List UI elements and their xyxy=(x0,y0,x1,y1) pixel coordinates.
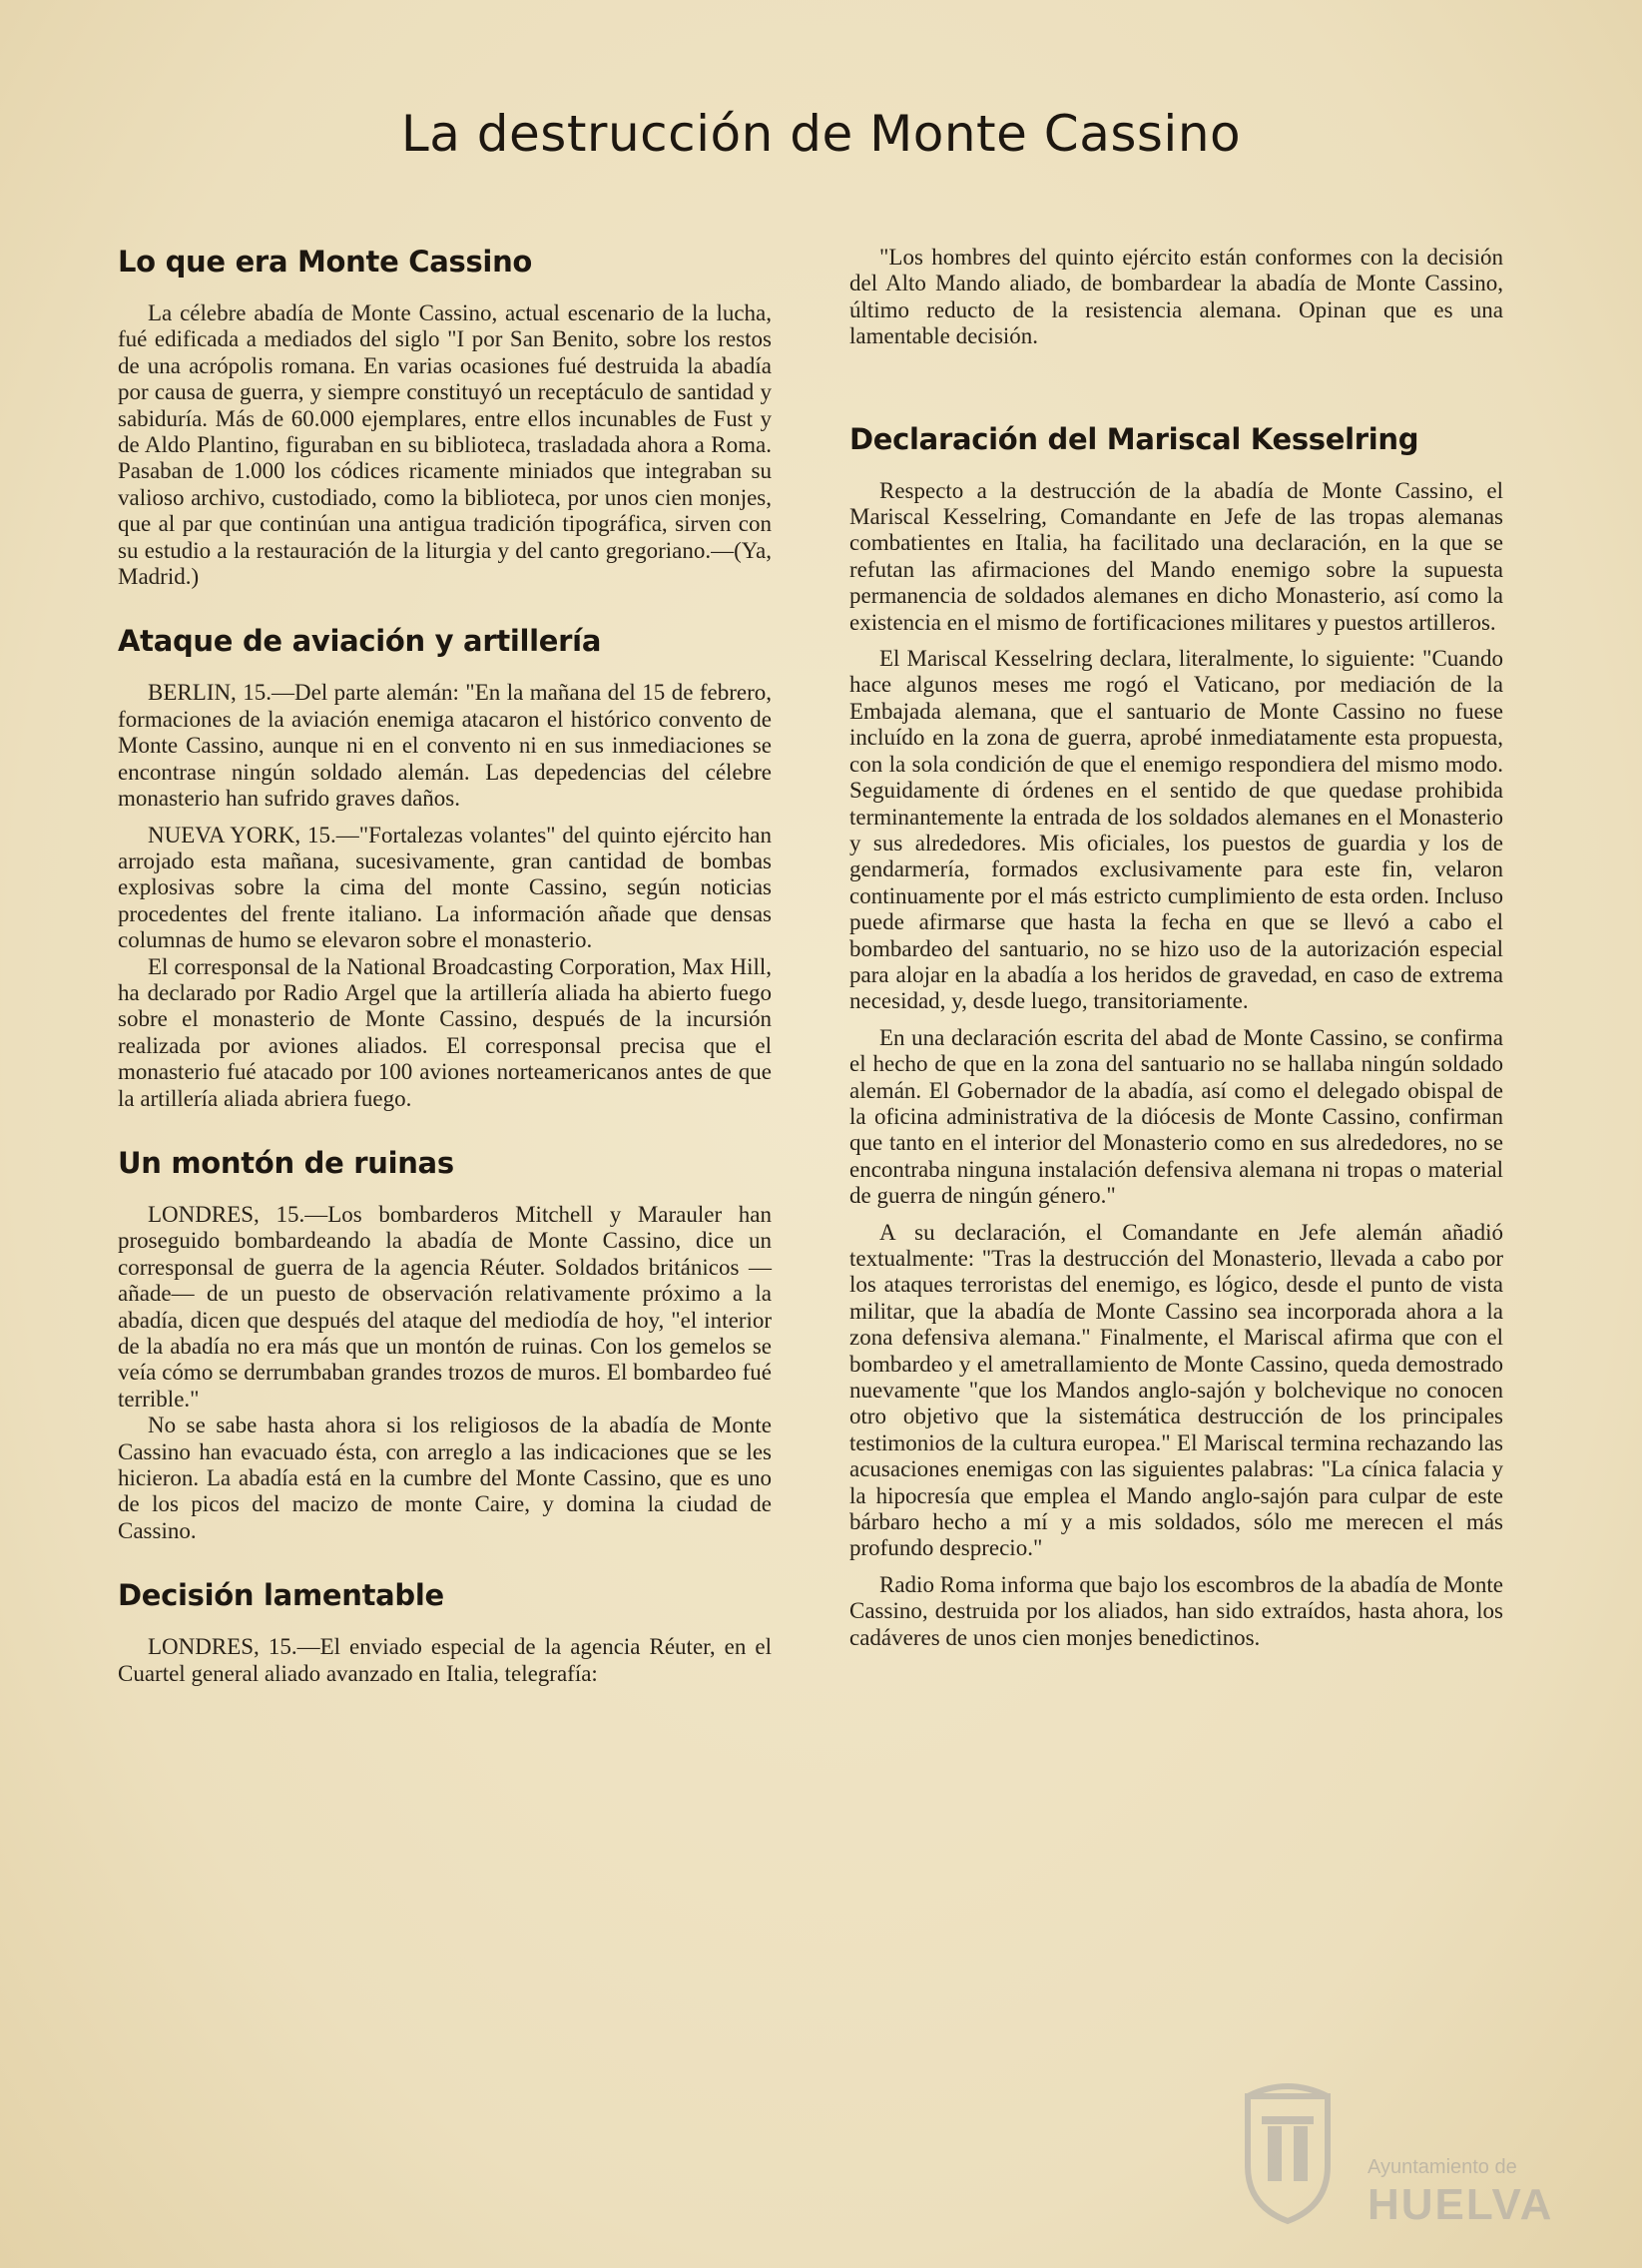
paragraph: LONDRES, 15.—Los bombarderos Mitchell y Marauler han proseguido bombardeando la abadía de Monte Cassino, dice un corresponsal de guerra de la agencia Réuter. Soldados británicos —añade— de un puesto de observación relativamente próximo a la abadía, dicen que después del ataque del mediodía de hoy, "el interior de la abadía no era más que un montón de ruinas. Con los gemelos se veía cómo se derrumbaban grandes trozos de muros. El bombardeo fué terrible." xyxy=(118,1201,772,1412)
section-heading: Declaración del Mariscal Kesselring xyxy=(849,421,1419,456)
paragraph: No se sabe hasta ahora si los religiosos de la abadía de Monte Cassino han evacuado ésta, con arreglo a las indicaciones que se les hicieron. La abadía está en la cumbre del Monte Cassino, que es uno de los picos del macizo de monte Caire, y domina la ciudad de Cassino. xyxy=(118,1413,772,1543)
watermark-text: HUELVA xyxy=(1368,2180,1554,2229)
watermark-text: Ayuntamiento de xyxy=(1368,2156,1517,2178)
watermark-logo xyxy=(1228,2076,1567,2246)
paragraph: Respecto a la destrucción de la abadía de Monte Cassino, el Mariscal Kesselring, Comandante en Jefe de las tropas alemanas combatientes en Italia, ha facilitado una declaración, en la que se refutan las afirmaciones del Mando enemigo sobre la supuesta permanencia de soldados alemanes en dicho Monasterio, así como la existencia en el mismo de fortificaciones militares y puestos artilleros. xyxy=(849,477,1503,635)
paragraph: BERLIN, 15.—Del parte alemán: "En la mañana del 15 de febrero, formaciones de la aviación enemiga atacaron el histórico convento de Monte Cassino, aunque ni en el convento ni en sus inmediaciones se encontrase ningún soldado alemán. Las depedencias del célebre monasterio han sufrido graves daños. xyxy=(118,680,772,812)
paragraph: El corresponsal de la National Broadcasting Corporation, Max Hill, ha declarado por Radio Argel que la artillería aliada ha abierto fuego sobre el monasterio de Monte Cassino, después de la incursión realizada por aviones aliados. El corresponsal precisa que el monasterio fué atacado por 100 aviones norteamericanos antes de que la artillería aliada abriera fuego. xyxy=(118,953,772,1111)
paragraph: Radio Roma informa que bajo los escombros de la abadía de Monte Cassino, destruida por los aliados, han sido extraídos, hasta ahora, los cadáveres de unos cien monjes benedictinos. xyxy=(849,1571,1503,1650)
section-heading: Un montón de ruinas xyxy=(118,1145,454,1180)
page-title: La destrucción de Monte Cassino xyxy=(400,105,1242,163)
section-heading: Decisión lamentable xyxy=(118,1578,444,1613)
paragraph: La célebre abadía de Monte Cassino, actual escenario de la lucha, fué edificada a mediados del siglo "I por San Benito, sobre los restos de una acrópolis romana. En varias ocasiones fué destruida la abadía por causa de guerra, y siempre constituyó un receptáculo de santidad y sabiduría. Más de 60.000 ejemplares, entre ellos incunables de Fust y de Aldo Plantino, figuraban en su biblioteca, trasladada ahora a Roma. Pasaban de 1.000 los códices ricamente miniados que integraban su valioso archivo, custodiado, como la biblioteca, por unos cien monjes, que al par que continúan una antigua tradición tipográfica, sirven con su estudio a la restauración de la liturgia y del canto gregoriano.—(Ya, Madrid.) xyxy=(118,300,772,590)
paragraph: "Los hombres del quinto ejército están conformes con la decisión del Alto Mando aliado, de bombardear la abadía de Monte Cassino, último reducto de la resistencia alemana. Opinan que es una lamentable decisión. xyxy=(849,245,1503,349)
section-heading: Ataque de aviación y artillería xyxy=(118,624,602,659)
section-continuation xyxy=(849,245,1503,350)
section-monton-ruinas xyxy=(118,1146,772,1544)
paragraph: En una declaración escrita del abad de Monte Cassino, se confirma el hecho de que en la zona del santuario no se hallaba ningún soldado alemán. El Gobernador de la abadía, así como el delegado obispal de la oficina administrativa de la diócesis de Monte Cassino, confirman que tanto en el interior del Monasterio como en sus alrededores, no se encontraba ninguna instalación defensiva alemana ni tropas o material de guerra de ningún género." xyxy=(849,1024,1503,1209)
right-column xyxy=(849,245,1503,1685)
section-decision xyxy=(118,1578,772,1687)
left-column xyxy=(118,245,772,1721)
section-lo-que-era xyxy=(118,245,772,590)
section-heading: Lo que era Monte Cassino xyxy=(118,245,533,279)
paragraph: LONDRES, 15.—El enviado especial de la agencia Réuter, en el Cuartel general aliado avanzado en Italia, telegrafía: xyxy=(118,1634,772,1686)
section-ataque xyxy=(118,624,772,1112)
paragraph: A su declaración, el Comandante en Jefe alemán añadió textualmente: "Tras la destrucción del Monasterio, llevada a cabo por los ataques terroristas del enemigo, es lógico, desde el punto de vista militar, que la abadía de Monte Cassino sea incorporada ahora a la zona defensiva alemana." Finalmente, el Mariscal afirma que con el bombardeo y el ametrallamiento de Monte Cassino, queda demostrado nuevamente "que los Mandos anglo-sajón y bolchevique no conocen otro objetivo que la sistemática destrucción de los principales testimonios de la cultura europea." El Mariscal termina rechazando las acusaciones enemigas con las siguientes palabras: "La cínica falacia y la hipocresía que emplea el Mando anglo-sajón para culpar de este bárbaro hecho a mí y a mis soldados, sólo me merecen el más profundo desprecio." xyxy=(849,1219,1503,1561)
city-shield-icon xyxy=(1228,2076,1348,2226)
section-kesselring xyxy=(849,422,1503,1651)
paragraph: NUEVA YORK, 15.—"Fortalezas volantes" del quinto ejército han arrojado esta mañana, sucesivamente, gran cantidad de bombas explosivas sobre la cima del monte Cassino, según noticias procedentes del frente italiano. La información añade que densas columnas de humo se elevaron sobre el monasterio. xyxy=(118,822,772,953)
paragraph: El Mariscal Kesselring declara, literalmente, lo siguiente: "Cuando hace algunos meses me rogó el Vaticano, por mediación de la Embajada alemana, que el santuario de Monte Cassino no fuese incluído en la zona de guerra, aprobé inmediatamente esta propuesta, con la sola condición de que el enemigo respondiera del mismo modo. Seguidamente di órdenes en el sentido de que quedase prohibida terminantemente la entrada de los soldados alemanes en el Monasterio y sus alrededores. Mis oficiales, los puestos de guardia y los de gendarmería, formados exclusivamente para este fin, velaron continuamente por el más estricto cumplimiento de esta orden. Incluso puede afirmarse que hasta la fecha en que se llevó a cabo el bombardeo del santuario, no se hizo uso de la autorización especial para alojar en la abadía a los heridos de gravedad, en caso de extrema necesidad, y, desde luego, transitoriamente. xyxy=(849,646,1503,1014)
